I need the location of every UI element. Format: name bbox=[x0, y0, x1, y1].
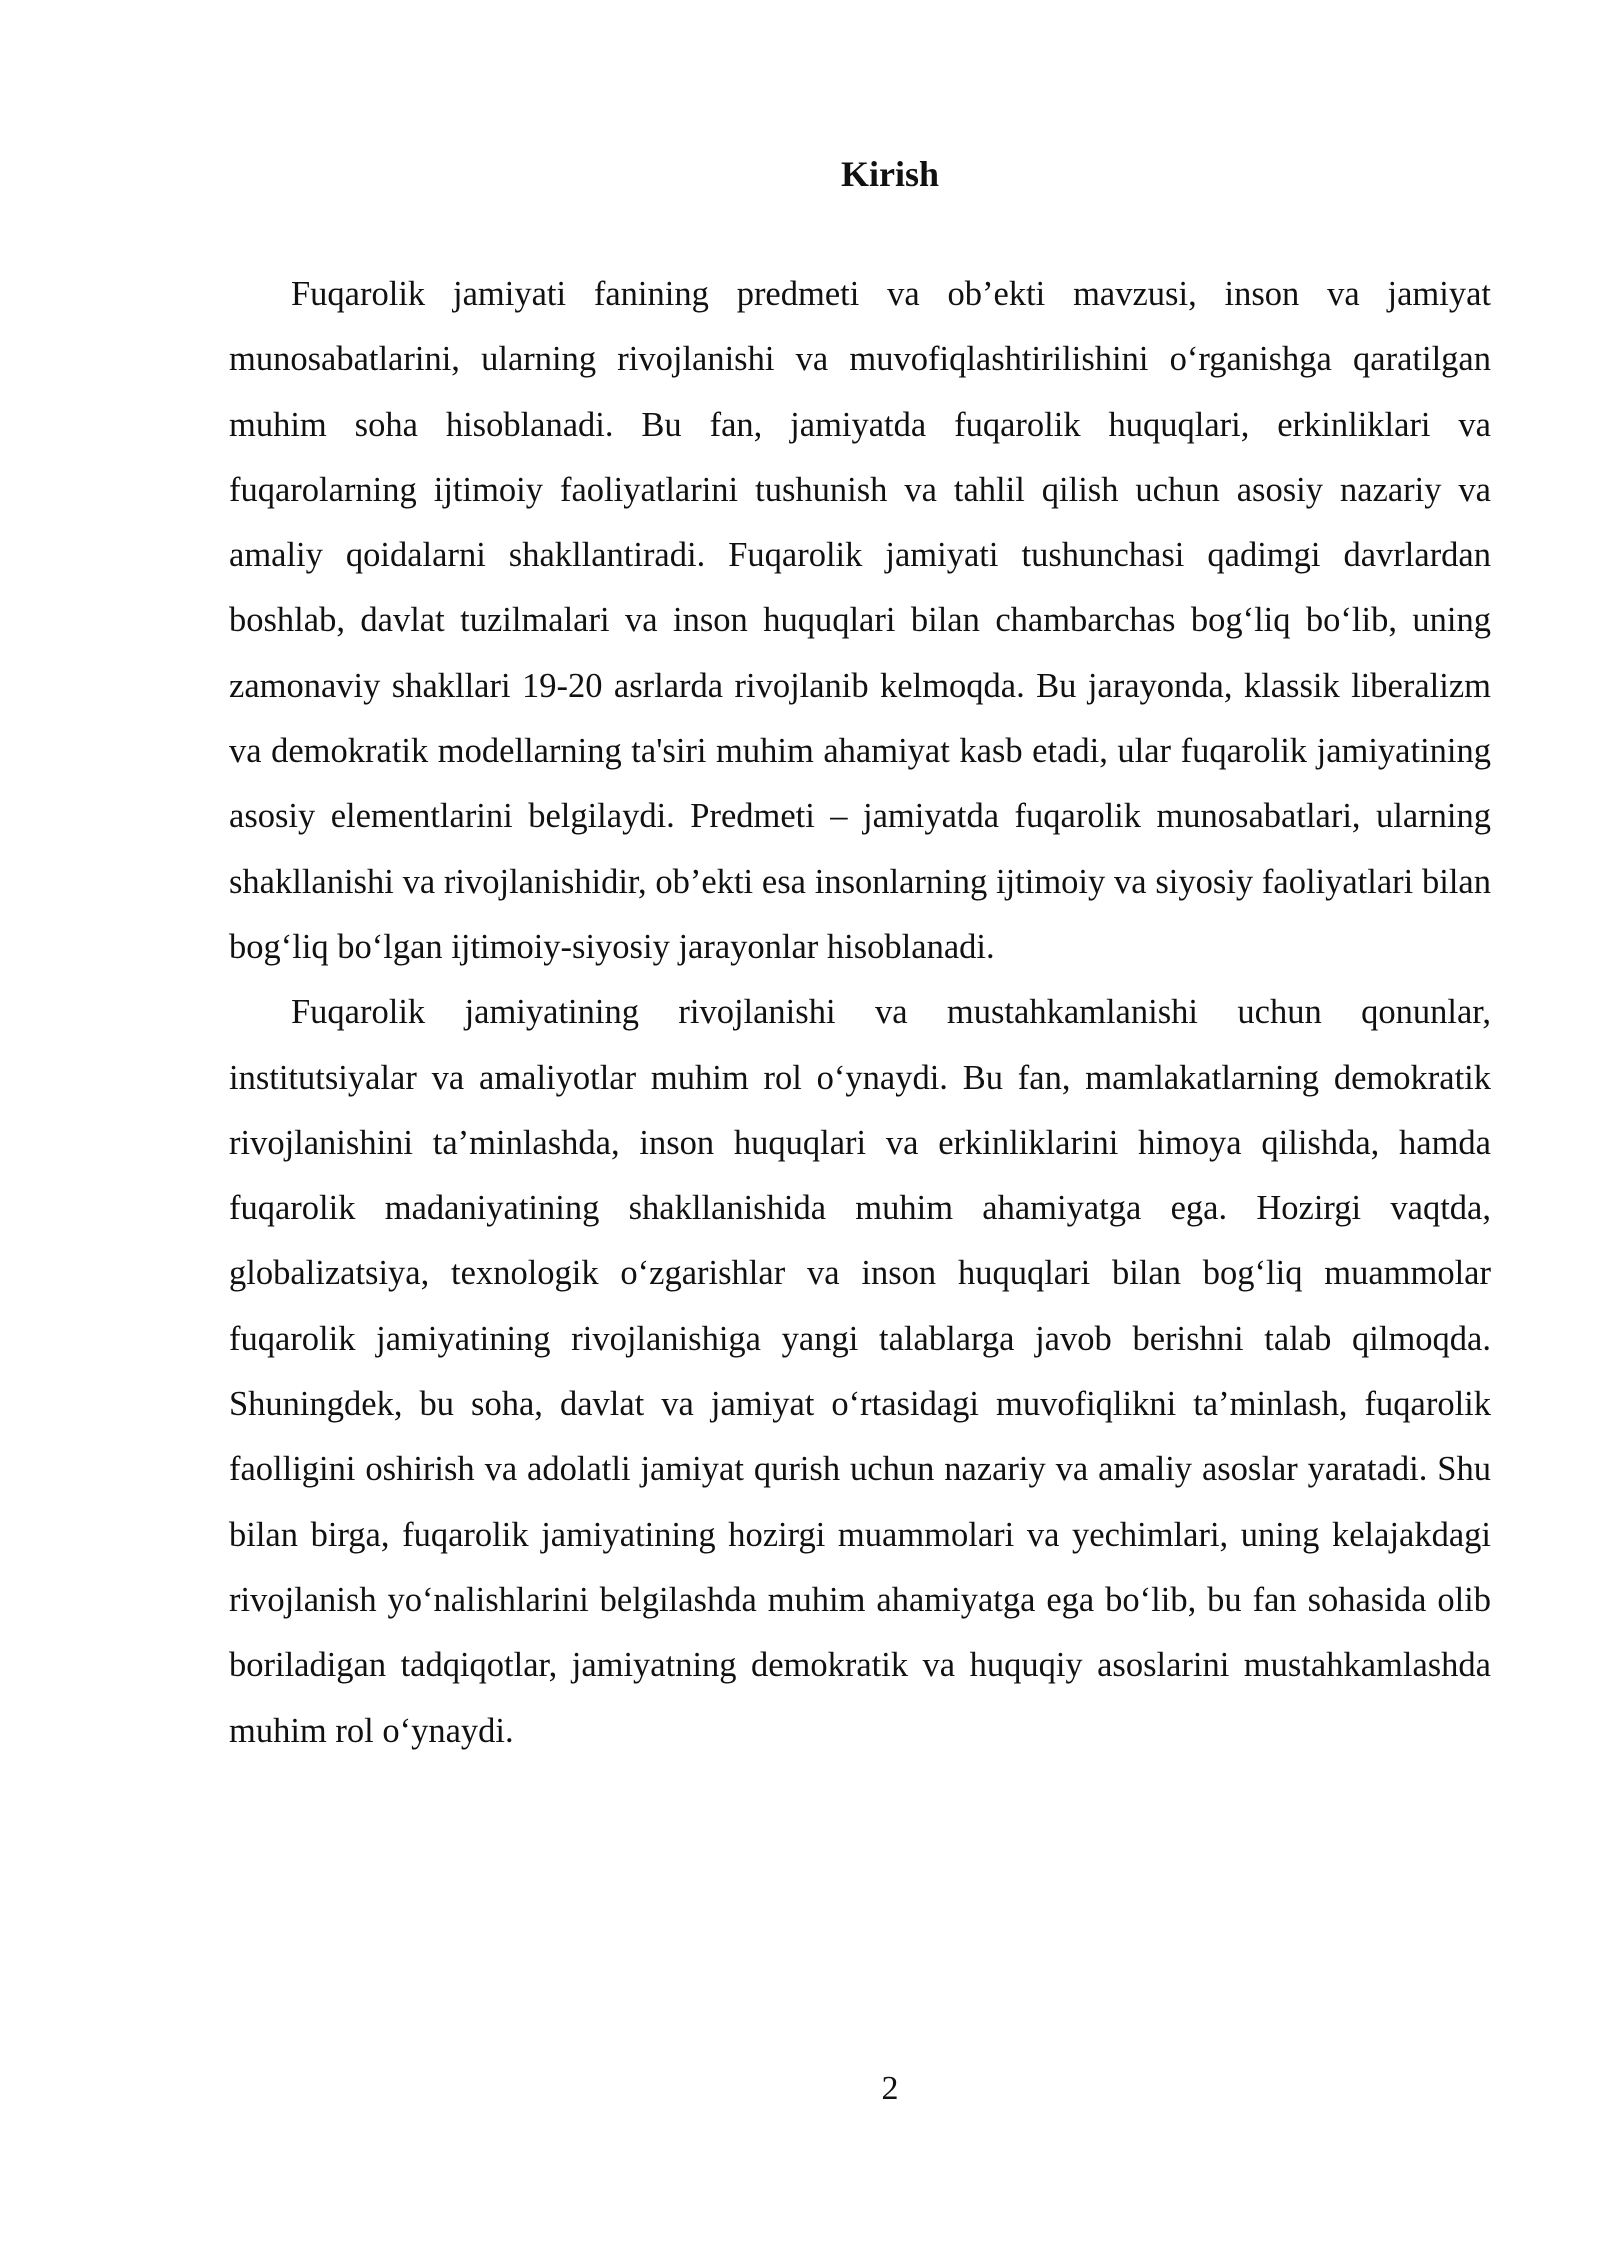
paragraph-2: Fuqarolik jamiyatining rivojlanishi va mustahkamlanishi uchun qonunlar, institutsiyalar va amaliyotlar muhim rol o‘ynaydi. Bu fan, mamlakatlarning demokratik rivojlanishini ta’minlashda, inson huquqlari va erkinliklarini himoya qilishda, hamda fuqarolik madaniyatining shakllanishida muhim ahamiyatga ega. Hozirgi vaqtda, globalizatsiya, texnologik o‘zgarishlar va inson huquqlari bilan bog‘liq muammolar fuqarolik jamiyatining rivojlanishiga yangi talablarga javob berishni talab qilmoqda. Shuningdek, bu soha, davlat va jamiyat o‘rtasidagi muvofiqlikni ta’minlash, fuqarolik faolligini oshirish va adolatli jamiyat qurish uchun nazariy va amaliy asoslar yaratadi. Shu bilan birga, fuqarolik jamiyatining hozirgi muammolari va yechimlari, uning kelajakdagi rivojlanish yo‘nalishlarini belgilashda muhim ahamiyatga ega bo‘lib, bu fan sohasida olib boriladigan tadqiqotlar, jamiyatning demokratik va huquqiy asoslarini mustahkamlashda muhim rol o‘ynaydi. bbox=[229, 993, 1491, 1750]
body-text bbox=[229, 262, 1491, 1764]
page-number: 2 bbox=[881, 2070, 899, 2107]
paragraph-1: Fuqarolik jamiyati fanining predmeti va ob’ekti mavzusi, inson va jamiyat munosabatlarini, ularning rivojlanishi va muvofiqlashtirilishini o‘rganishga qaratilgan muhim soha hisoblanadi. Bu fan, jamiyatda fuqarolik huquqlari, erkinliklari va fuqarolarning ijtimoiy faoliyatlarini tushunish va tahlil qilish uchun asosiy nazariy va amaliy qoidalarni shakllantiradi. Fuqarolik jamiyati tushunchasi qadimgi davrlardan boshlab, davlat tuzilmalari va inson huquqlari bilan chambarchas bog‘liq bo‘lib, uning zamonaviy shakllari 19-20 asrlarda rivojlanib kelmoqda. Bu jarayonda, klassik liberalizm va demokratik modellarning ta'siri muhim ahamiyat kasb etadi, ular fuqarolik jamiyatining asosiy elementlarini belgilaydi. Predmeti – jamiyatda fuqarolik munosabatlari, ularning shakllanishi va rivojlanishidir, ob’ekti esa insonlarning ijtimoiy va siyosiy faoliyatlari bilan bog‘liq bo‘lgan ijtimoiy-siyosiy jarayonlar hisoblanadi. bbox=[229, 275, 1491, 966]
page-title: Kirish bbox=[840, 154, 939, 194]
